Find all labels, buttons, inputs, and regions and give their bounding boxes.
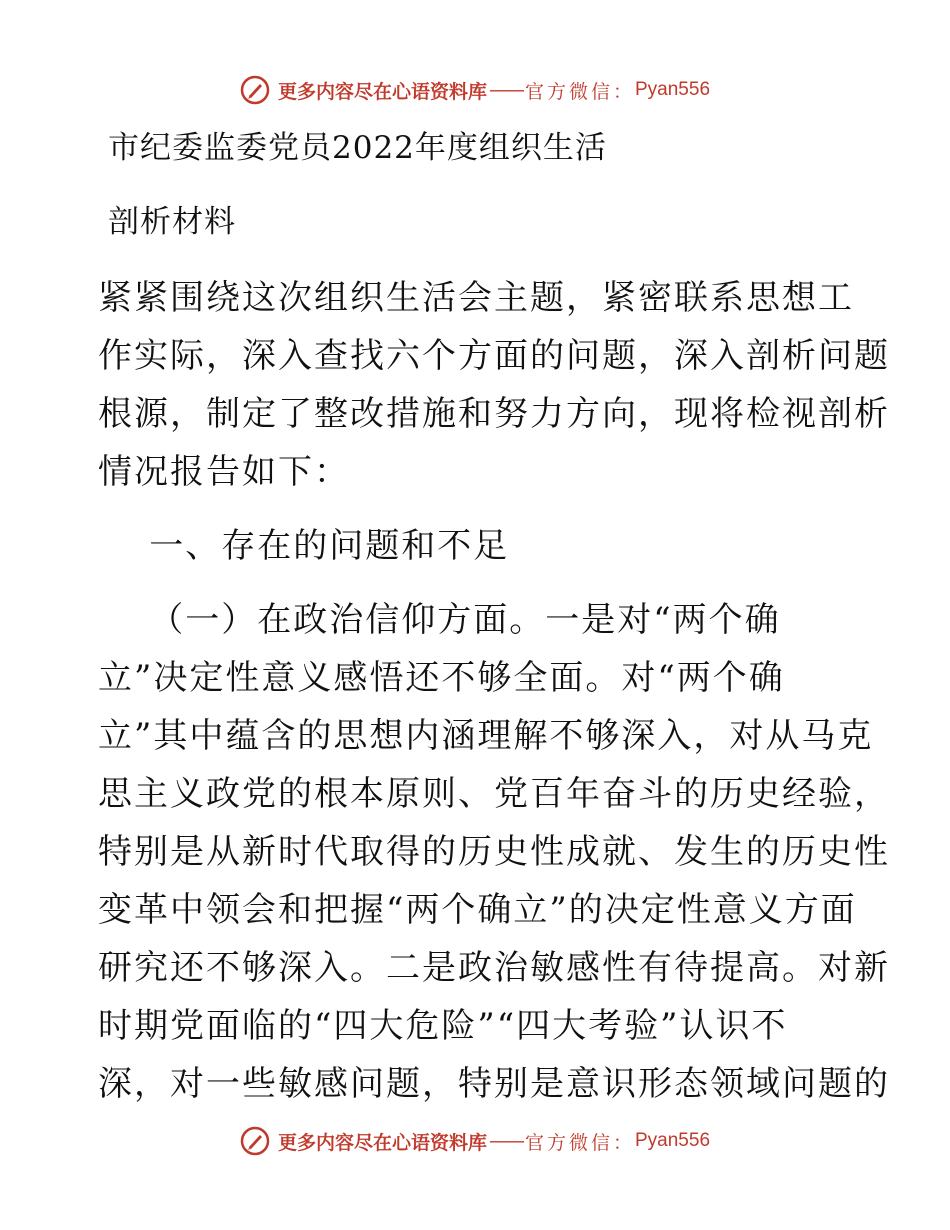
body-line-4: 情况报告如下： [98, 452, 350, 492]
body-line-6: （一）在政治信仰方面。一是对“两个确 [98, 600, 781, 640]
document-title-line-2: 剖析材料 [108, 204, 236, 240]
watermark-label: 官方微信： [524, 80, 635, 103]
quill-pen-circle-icon [240, 75, 270, 105]
watermark-text: 更多内容尽在心语资料库 [277, 1131, 487, 1154]
body-line-13: 时期党面临的“四大危险”“四大考验”认识不 [98, 1006, 788, 1046]
quill-pen-circle-icon [240, 1126, 270, 1156]
section-heading: 一、存在的问题和不足 [98, 526, 510, 566]
body-line-7: 立”决定性意义感悟还不够全面。对“两个确 [98, 658, 785, 698]
body-line-11: 变革中领会和把握“两个确立”的决定性意义方面 [98, 890, 857, 930]
watermark-id: Pyan556 [635, 1130, 711, 1151]
body-line-8: 立”其中蕴含的思想内涵理解不够深入，对从马克 [98, 716, 874, 756]
body-line-10: 特别是从新时代取得的历史性成就、发生的历史性 [98, 832, 890, 872]
body-line-14: 深，对一些敏感问题，特别是意识形态领域问题的 [98, 1064, 890, 1104]
footer-watermark [0, 1121, 950, 1161]
watermark-text: 更多内容尽在心语资料库 [277, 80, 487, 103]
body-line-12: 研究还不够深入。二是政治敏感性有待提高。对新 [98, 948, 890, 988]
body-line-3: 根源，制定了整改措施和努力方向，现将检视剖析 [98, 394, 890, 434]
body-line-1: 紧紧围绕这次组织生活会主题，紧密联系思想工 [98, 278, 854, 318]
watermark-label: 官方微信： [524, 1131, 635, 1154]
header-watermark [0, 70, 950, 110]
body-line-2: 作实际，深入查找六个方面的问题，深入剖析问题 [98, 336, 890, 376]
body-line-9: 思主义政党的根本原则、党百年奋斗的历史经验， [98, 774, 890, 814]
watermark-id: Pyan556 [635, 79, 711, 100]
document-title-line-1: 市纪委监委党员2022年度组织生活 [108, 130, 607, 166]
watermark-separator: —— [488, 1130, 523, 1152]
watermark-separator: —— [488, 79, 523, 101]
